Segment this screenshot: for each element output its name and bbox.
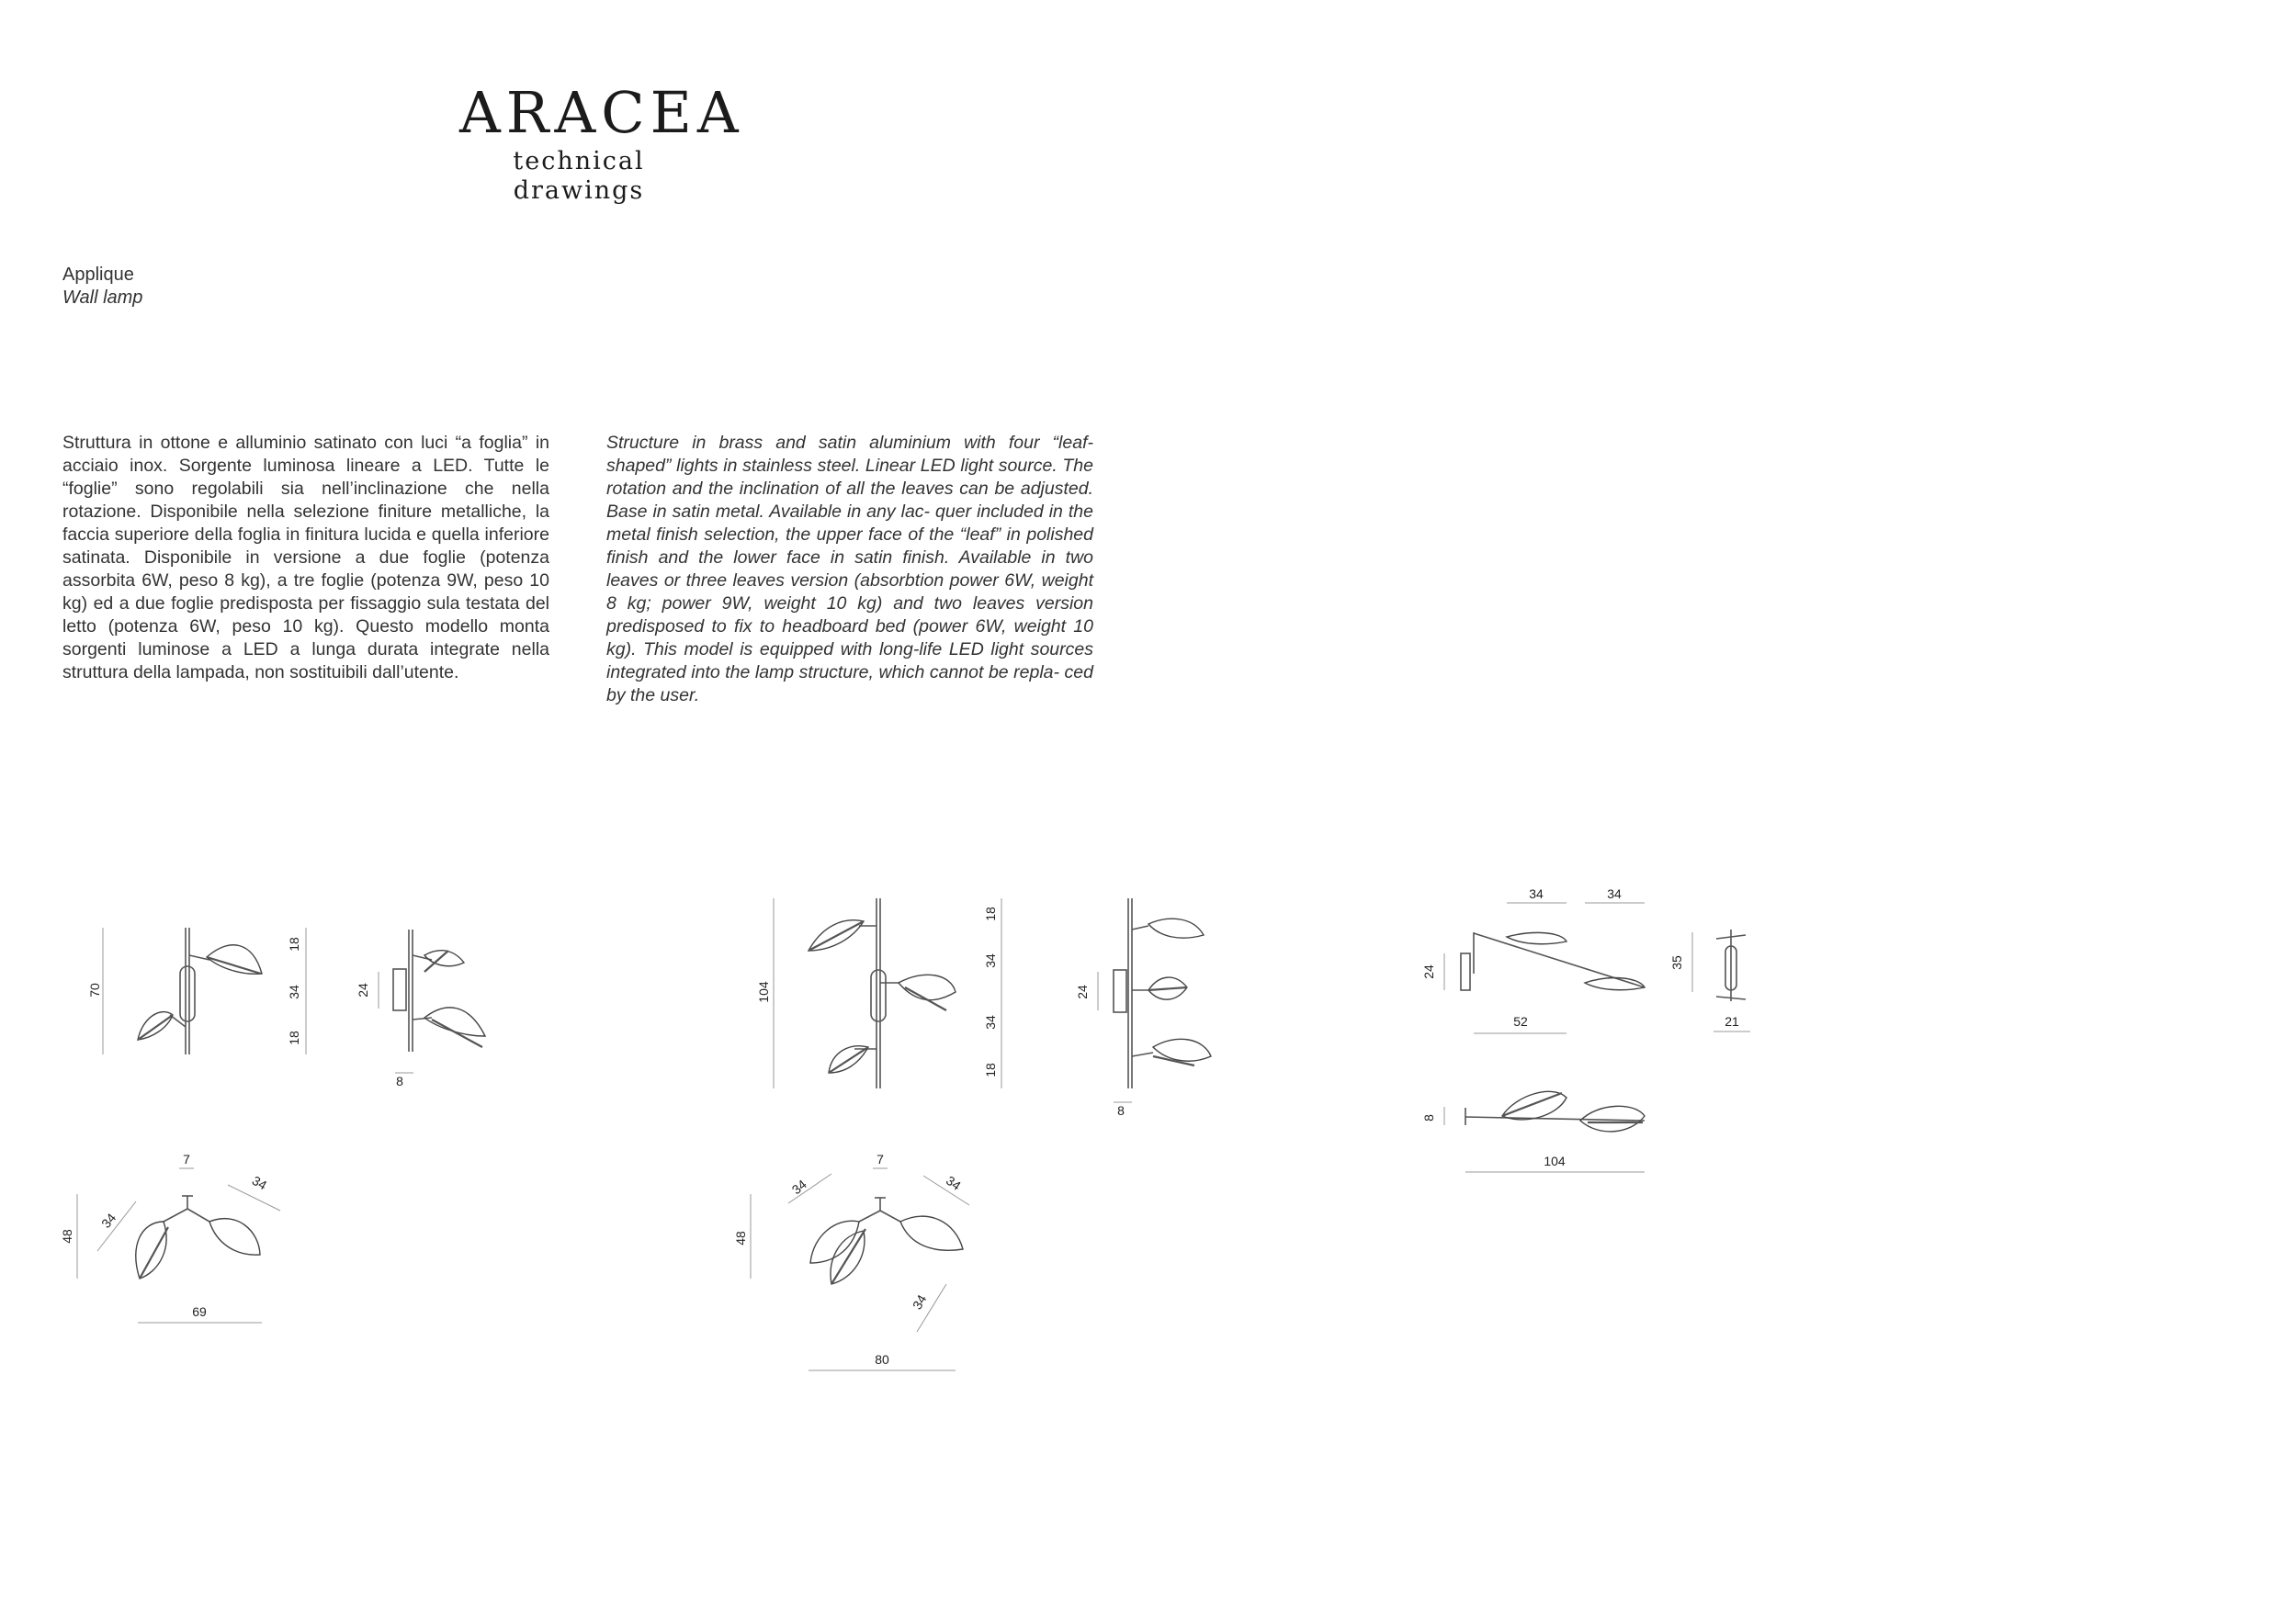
leaf-arm: [1132, 926, 1148, 930]
drawing-headboard-top: [1421, 1091, 1645, 1172]
leaf-arm: [1474, 933, 1645, 987]
leaf-shape: [424, 951, 464, 966]
drawing-three-leaves-side: [1075, 898, 1211, 1118]
dim-label: 21: [1725, 1014, 1739, 1029]
wall-plate: [393, 969, 406, 1010]
dim-label: 48: [60, 1229, 74, 1244]
dim-label: 48: [733, 1231, 748, 1246]
lamp-base: [180, 966, 195, 1021]
drawing-three-leaves-top: [733, 1152, 969, 1370]
leaf-vein: [1148, 987, 1187, 990]
dim-label: 24: [1075, 985, 1090, 999]
dim-label: 35: [1669, 955, 1684, 970]
dim-label: 18: [983, 907, 998, 921]
leaf-arm: [413, 1018, 432, 1020]
drawing-two-leaves-top: [60, 1152, 280, 1323]
dim-label: 7: [183, 1152, 190, 1167]
drawing-headboard-front: [1421, 886, 1645, 1033]
dim-label: 52: [1513, 1014, 1528, 1029]
category-english: Wall lamp: [62, 287, 143, 308]
dim-label: 34: [98, 1210, 119, 1231]
dim-label: 34: [909, 1291, 930, 1313]
leaf-vein: [432, 1020, 482, 1047]
leaf-arm: [859, 1211, 880, 1222]
dim-label: 34: [943, 1172, 964, 1193]
drawing-headboard-end: [1669, 930, 1750, 1031]
leaf-shape: [900, 1216, 963, 1250]
leaf-vein: [829, 1047, 868, 1073]
dim-label: 8: [1117, 1103, 1125, 1118]
leaf-arm: [187, 1209, 209, 1222]
leaf-shape: [136, 1222, 166, 1279]
dim-label: 8: [1421, 1114, 1436, 1122]
dim-label: 18: [287, 1031, 301, 1045]
dim-label: 34: [983, 953, 998, 968]
dim-label: 104: [756, 981, 771, 1003]
page-subtitle: technical drawings: [513, 147, 645, 205]
leaf-arm: [164, 1209, 187, 1222]
drawing-two-leaves-front: [87, 928, 306, 1054]
dim-label: 80: [875, 1352, 889, 1367]
description-english: Structure in brass and satin aluminium with four “leaf-shaped” lights in stainless steel. Linear LED light source. The rotation and the inclination of all the leaves can be adjusted. Base in satin metal. Available in any lac- quer included in the metal finish selection, the upper face of the “leaf” in polished finish and the lower face in satin finish. Available in two leaves or three leaves version (absorbtion power 6W, weight 8 kg; power 9W, weight 10 kg) and two leaves version predisposed to fix to headboard bed (power 6W, weight 10 kg). This model is equipped with long-life LED light sources integrated into the lamp structure, which cannot be repla- ced by the user.: [606, 433, 1093, 705]
dim-label: 34: [1607, 886, 1622, 901]
leaf-shape: [899, 975, 956, 999]
dim-label: 8: [396, 1074, 403, 1088]
dim-label: 34: [983, 1015, 998, 1030]
dim-label: 69: [192, 1304, 207, 1319]
dim-label: 18: [983, 1063, 998, 1077]
leaf-shape: [1507, 932, 1566, 943]
leaf-arm: [1465, 1117, 1645, 1121]
leaf-shape: [1148, 919, 1204, 938]
leaf-vein: [138, 1015, 173, 1040]
drawing-two-leaves-side: [356, 930, 485, 1088]
dim-label: 24: [1421, 964, 1436, 979]
description-italian: Struttura in ottone e alluminio satinato con luci “a foglia” in acciaio inox. Sorgente luminosa lineare a LED. Tutte le “foglie” sono regolabili sia nell’inclinazione che nella rotazione. Disponibile nella selezione finiture metalliche, la faccia superiore della foglia in finitura lucida e quella inferiore satinata. Disponibile in versione a due foglie (potenza assorbita 6W, peso 8 kg), a tre foglie (potenza 9W, peso 10 kg) ed a due foglie predisposta per fissaggio sula testata del letto (potenza 6W, peso 10 kg). Questo modello monta sorgenti luminose a LED a lunga durata integrate nella struttura della lampada, non sostituibili dall’utente.: [62, 433, 549, 682]
dim-label: 34: [788, 1177, 809, 1198]
leaf-vein: [809, 921, 864, 951]
leaf-vein: [1502, 1093, 1562, 1116]
leaf-arm: [1132, 1053, 1153, 1056]
dim-label: 34: [1529, 886, 1544, 901]
wall-plate: [1114, 970, 1126, 1012]
dim-label: 34: [249, 1172, 270, 1193]
drawing-three-leaves-front: [756, 898, 1001, 1088]
dim-label: 104: [1544, 1154, 1566, 1168]
dim-label: 7: [877, 1152, 884, 1167]
dim-label: 18: [287, 937, 301, 952]
leaf-shape: [209, 1219, 260, 1256]
wall-plate: [1461, 953, 1470, 990]
leaf-arm: [880, 1211, 900, 1222]
lamp-base: [871, 970, 886, 1021]
dim-label: 70: [87, 983, 102, 998]
dim-label: 24: [356, 983, 370, 998]
dim-line: [228, 1185, 280, 1211]
leaf-shape: [810, 1221, 859, 1263]
dim-label: 34: [287, 985, 301, 999]
page-title: ARACEA: [459, 79, 744, 146]
category-italian: Applique: [62, 265, 134, 285]
